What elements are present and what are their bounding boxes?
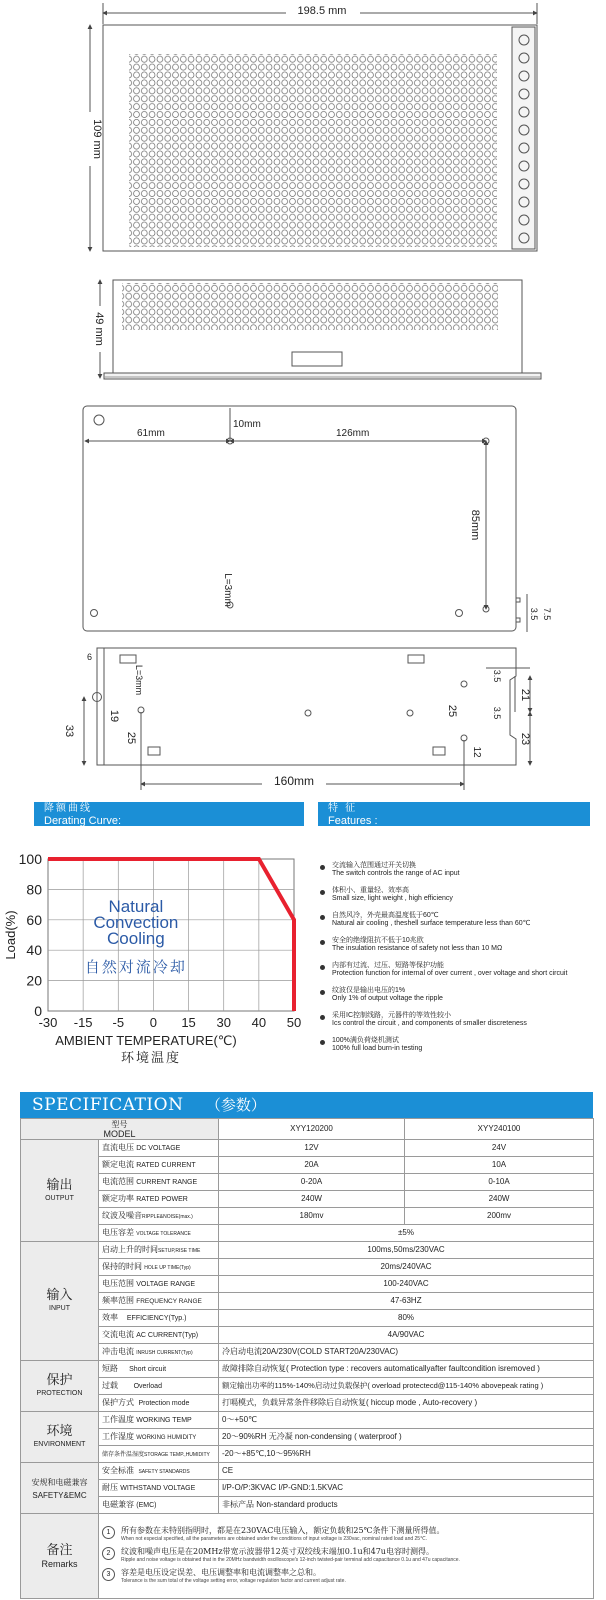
table-row	[21, 1293, 594, 1310]
row-label: 效率 EFFICIENCY(Typ.)	[99, 1310, 219, 1327]
dim-12-label: 12	[471, 746, 482, 758]
row-label: 保持的时间 HOLE UP TIME(Typ)	[99, 1259, 219, 1276]
value-cell: 0～+50℃	[219, 1412, 594, 1429]
table-row	[21, 1463, 594, 1480]
value-cell: 80%	[219, 1310, 594, 1327]
row-label: 电磁兼容 (EMC)	[99, 1497, 219, 1514]
feature-item	[318, 1012, 598, 1028]
row-label: 冲击电流 INRUSH CURRENT(Typ)	[99, 1344, 219, 1361]
feature-cn: 安全的绝缘阻抗不低于10兆欧	[332, 937, 424, 944]
table-row	[21, 1157, 594, 1174]
model-1-cell: XYY120200	[219, 1119, 405, 1140]
features-title-cn: 特 征	[328, 803, 358, 814]
row-label: 启动上升的时间SETUP,RISE TIME	[99, 1242, 219, 1259]
side-height-dimension-label: 49 mm	[93, 312, 105, 346]
row-label: 过载 Overload	[99, 1378, 219, 1395]
annotation-cn: 自然对流冷却	[84, 958, 187, 976]
table-row	[21, 1276, 594, 1293]
feature-item	[318, 962, 598, 978]
feature-cn: 自然风冷，外壳最高温度低于60℃	[332, 912, 439, 919]
x-tick-label: 0	[149, 1015, 158, 1030]
table-row	[21, 1208, 594, 1225]
y-tick-label: 0	[34, 1003, 42, 1019]
value-cell: 100-240VAC	[219, 1276, 594, 1293]
annotation-natural: Natural	[108, 897, 164, 916]
model-label-cell: 型号 MODEL	[21, 1119, 219, 1140]
features-list	[318, 862, 598, 1062]
row-label: 保护方式 Protection mode	[99, 1395, 219, 1412]
table-row	[21, 1480, 594, 1497]
feature-cn: 100%满负荷烧机测试	[332, 1037, 399, 1044]
x-axis-label: AMBIENT TEMPERATURE(℃)	[55, 1033, 237, 1048]
value-cell: 20ms/240VAC	[219, 1259, 594, 1276]
row-label: 频率范围 FREQUENCY RANGE	[99, 1293, 219, 1310]
x-tick-label: -30	[38, 1015, 58, 1030]
remark-item: 1 所有参数在未特别指明时，都是在230VAC电压输入，额定负载和25℃条件下测量所得值。 When not especial specified, all the parameters are obtained under the conditions of input voltage is 230vac, nominal rated load and 25℃.	[102, 1526, 590, 1542]
features-title-en: Features :	[328, 815, 378, 827]
row-label: 耐压 WITHSTAND VOLTAGE	[99, 1480, 219, 1497]
remark-item: 3 容差是电压设定误差、电压调整率和电流调整率之总和。 Tolerance is the sum total of the voltage setting error, voltage regulation factor and current adjust rate.	[102, 1568, 590, 1584]
value-cell: 冷启动电流20A/230V(COLD START20A/230VAC)	[219, 1344, 594, 1361]
dim-3-5-top-label: 3.5	[492, 669, 502, 683]
feature-en: Ics control the circuit , and components of smaller discreteness	[332, 1020, 527, 1027]
row-label: 电压范围 VOLTAGE RANGE	[99, 1276, 219, 1293]
feature-cn: 内部有过流、过压、短路等保护功能	[332, 962, 444, 969]
feature-item	[318, 1037, 598, 1053]
table-row	[21, 1242, 594, 1259]
value-cell: CE	[219, 1463, 594, 1480]
mount-span-label: 126mm	[336, 428, 370, 439]
derating-curve-banner	[34, 802, 304, 826]
value-cell: 20A	[219, 1157, 405, 1174]
derating-title-en: Derating Curve:	[44, 815, 122, 827]
y-axis-label: Load(%)	[3, 910, 18, 960]
feature-item	[318, 887, 598, 903]
x-tick-label: 50	[286, 1015, 302, 1030]
y-tick-label: 40	[26, 942, 42, 959]
plot-area	[48, 859, 294, 1011]
value-cell: -20～+85℃,10～95%RH	[219, 1446, 594, 1463]
x-axis-label-cn: 环境温度	[120, 1051, 182, 1066]
table-row	[21, 1361, 594, 1378]
value-cell: 180mv	[219, 1208, 405, 1225]
value-cell: 240W	[405, 1191, 594, 1208]
value-cell: I/P-O/P:3KVAC I/P-GND:1.5KVAC	[219, 1480, 594, 1497]
row-label: 额定电流 RATED CURRENT	[99, 1157, 219, 1174]
table-row	[21, 1119, 594, 1140]
value-cell: ±5%	[219, 1225, 594, 1242]
row-label: 电流范围 CURRENT RANGE	[99, 1174, 219, 1191]
table-row	[21, 1191, 594, 1208]
value-cell: 24V	[405, 1140, 594, 1157]
safety-group-label: 安规和电磁兼容 SAFETY&EMC	[21, 1463, 99, 1514]
feature-cn: 交流输入范围通过开关切换	[332, 862, 416, 869]
width-dimension-label: 198.5 mm	[297, 5, 347, 17]
remarks-group-label: 备注 Remarks	[21, 1514, 99, 1599]
derating-title-cn: 降额曲线	[44, 803, 92, 814]
x-tick-label: 15	[181, 1015, 196, 1030]
y-tick-label: 20	[26, 972, 42, 989]
specification-banner	[20, 1092, 593, 1118]
feature-en: Protection function for internal of over current , over voltage and short circuit	[332, 970, 568, 977]
annotation-cooling: Cooling	[107, 929, 165, 948]
row-label: 电压容差 VOLTAGE TOLERANCE	[99, 1225, 219, 1242]
value-cell: 10A	[405, 1157, 594, 1174]
features-banner	[318, 802, 590, 826]
value-cell: 240W	[219, 1191, 405, 1208]
row-label: 短路 Short circuit	[99, 1361, 219, 1378]
dim-23-label: 23	[519, 732, 531, 746]
bottom-view-drawing	[83, 406, 527, 632]
dim-25-left-label: 25	[125, 731, 137, 745]
y-tick-label: 60	[26, 911, 42, 928]
row-label: 直流电压 DC VOLTAGE	[99, 1140, 219, 1157]
feature-item	[318, 912, 598, 928]
table-row	[21, 1429, 594, 1446]
dim-21-label: 21	[519, 688, 531, 702]
spec-title-cn: （参数）	[205, 1096, 266, 1114]
row-label: 工作湿度 WORKING HUMIDITY	[99, 1429, 219, 1446]
end-view-drawing	[84, 648, 530, 790]
feature-en: Only 1% of output voltage the ripple	[332, 995, 443, 1002]
value-cell: 12V	[219, 1140, 405, 1157]
mount-top-label: 10mm	[233, 419, 261, 430]
dim-3-5-mid-label: 3.5	[492, 706, 502, 720]
value-cell: 20～90%RH 无冷凝 non-condensing ( waterproof )	[219, 1429, 594, 1446]
feature-item	[318, 987, 598, 1003]
y-tick-label: 100	[18, 851, 42, 867]
feature-cn: 采用IC控制线路，元器件的等效性较小	[332, 1012, 451, 1019]
table-row	[21, 1497, 594, 1514]
end-screw-length-label: L=3mm	[134, 664, 144, 696]
value-cell: 非标产品 Non-standard products	[219, 1497, 594, 1514]
remark-item: 2 纹波和噪声电压是在20MHz带宽示波器带12英寸双绞线末端加0.1u和47u电容时测得。 Ripple and noise voltage is obtained that in the 20MHz bandwidth oscilloscope's 12-inch twisted-pair terminal add capacitance 0.1u and 47u capacitance.	[102, 1547, 590, 1563]
derating-chart	[0, 828, 310, 1068]
table-row	[21, 1446, 594, 1463]
protection-group-label: 保护 PROTECTION	[21, 1361, 99, 1412]
feature-en: Natural air cooling , theshell surface temperature less than 60℃	[332, 920, 531, 927]
value-cell: 打嗝模式，负载异常条件移除后自动恢复( hiccup mode , Auto-recovery )	[219, 1395, 594, 1412]
table-row	[21, 1378, 594, 1395]
value-cell: 额定输出功率的115%-140%启动过负载保护( overload protectecd@115-140% abovepeak rating )	[219, 1378, 594, 1395]
top-view-drawing	[90, 3, 537, 251]
height-dimension-label: 109 mm	[91, 119, 103, 159]
table-row	[21, 1259, 594, 1276]
side-view-drawing	[100, 280, 541, 379]
x-tick-label: 40	[251, 1015, 267, 1030]
y-tick-label: 80	[26, 881, 42, 898]
feature-en: 100% full load burn-in testing	[332, 1045, 423, 1052]
table-row	[21, 1514, 594, 1599]
remarks-cell	[99, 1514, 594, 1599]
x-tick-label: 30	[216, 1015, 231, 1030]
screw-length-label: L=3mm	[222, 573, 233, 607]
dim-25-right-label: 25	[446, 704, 458, 718]
row-label: 工作温度 WORKING TEMP	[99, 1412, 219, 1429]
table-row	[21, 1327, 594, 1344]
feature-en: Small size, light weight , high efficiency	[332, 895, 453, 902]
table-row	[21, 1140, 594, 1157]
dim-33-label: 33	[63, 724, 75, 738]
value-cell: 0-20A	[219, 1174, 405, 1191]
row-label: 储存条件温湿度STORAGE TEMP.,HUMIDITY	[99, 1446, 219, 1463]
value-cell: 100ms,50ms/230VAC	[219, 1242, 594, 1259]
row-label: 额定功率 RATED POWER	[99, 1191, 219, 1208]
dim-6-label: 6	[87, 652, 93, 662]
mount-vertical-label: 85mm	[469, 509, 481, 541]
row-label: 纹波及噪音RIPPLE&NOISE(max.)	[99, 1208, 219, 1225]
value-cell: 故障排除自动恢复( Protection type : recovers automaticallyafter faultcondition isremoved )	[219, 1361, 594, 1378]
feature-item	[318, 862, 598, 878]
mount-left-label: 61mm	[137, 428, 165, 439]
output-group-label: 输出 OUTPUT	[21, 1140, 99, 1242]
row-label: 安全标准 SAFETY STANDARDS	[99, 1463, 219, 1480]
annotation-convection: Convection	[93, 913, 179, 932]
row-label: 交流电流 AC CURRENT(Typ)	[99, 1327, 219, 1344]
dim-3-5-label: 3.5	[529, 607, 539, 621]
table-row	[21, 1395, 594, 1412]
feature-en: The insulation resistance of safety not less than 10 MΩ	[332, 945, 503, 952]
dim-7-5-label: 7.5	[542, 607, 552, 621]
environment-group-label: 环境 ENVIRONMENT	[21, 1412, 99, 1463]
table-row	[21, 1225, 594, 1242]
feature-cn: 体积小、重量轻、效率高	[332, 887, 409, 894]
value-cell: 0-10A	[405, 1174, 594, 1191]
table-row	[21, 1344, 594, 1361]
value-cell: 4A/90VAC	[219, 1327, 594, 1344]
feature-cn: 纹波仅是输出电压的1%	[332, 987, 406, 994]
value-cell: 200mv	[405, 1208, 594, 1225]
table-row	[21, 1412, 594, 1429]
table-row	[21, 1310, 594, 1327]
table-row	[21, 1174, 594, 1191]
value-cell: 47-63HZ	[219, 1293, 594, 1310]
input-group-label: 输入 INPUT	[21, 1242, 99, 1361]
spec-title: SPECIFICATION	[32, 1095, 184, 1115]
specification-table	[20, 1118, 594, 1599]
x-tick-label: -5	[112, 1015, 125, 1030]
x-tick-label: -15	[73, 1015, 93, 1030]
feature-item	[318, 937, 598, 953]
dim-19-label: 19	[108, 709, 120, 723]
bottom-span-label: 160mm	[273, 774, 315, 788]
feature-en: The switch controls the range of AC input	[332, 870, 460, 877]
model-2-cell: XYY240100	[405, 1119, 594, 1140]
